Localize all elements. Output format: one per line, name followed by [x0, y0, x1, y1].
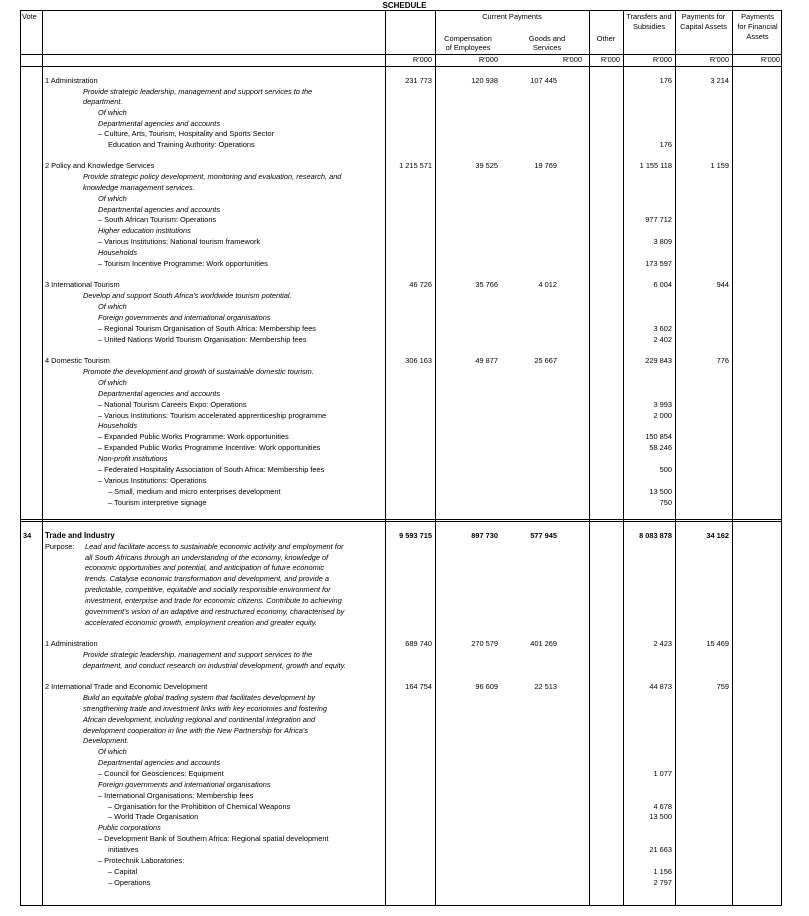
table-row — [21, 694, 783, 704]
table-row — [21, 586, 783, 596]
table-row — [21, 543, 783, 553]
row-description: – Culture, Arts, Tourism, Hospitality and Sports Sector — [98, 129, 275, 138]
transfers-header-line2: Subsidies — [632, 22, 666, 31]
capital-header-line1: Payments for — [681, 12, 726, 21]
row-description: Provide strategic leadership, management and support services to the — [83, 650, 313, 659]
cell-transfers: 1 155 118 — [639, 161, 672, 170]
table-row — [21, 770, 783, 780]
table-row — [21, 781, 783, 791]
table-row — [21, 868, 783, 878]
cell-capital-assets: 944 — [716, 280, 729, 289]
table-row — [21, 466, 783, 476]
cell-capital-assets: 15 469 — [706, 639, 729, 648]
row-description: – Regional Tourism Organisation of South Africa: Membership fees — [98, 324, 316, 333]
purpose-label: Purpose: — [45, 542, 75, 551]
vote-divider — [21, 519, 781, 522]
row-description: Of which — [98, 302, 127, 311]
row-description: government's vision of an adaptive and restructured economy, characterised by — [85, 607, 345, 616]
table-row — [21, 477, 783, 487]
cell-transfers: 4 678 — [653, 802, 672, 811]
cell-compensation: 96 609 — [475, 682, 498, 691]
row-description: – Various Institutions: Tourism accelerated apprenticeship programme — [98, 411, 327, 420]
row-description: strengthening trade and investment links with key economies and fostering — [83, 704, 328, 713]
row-description: – National Tourism Careers Expo: Operations — [98, 400, 247, 409]
row-description: Departmental agencies and accounts — [98, 389, 221, 398]
cell-transfers: 977 712 — [645, 215, 672, 224]
cell-total: 231 773 — [405, 76, 432, 85]
table-row — [21, 162, 783, 172]
table-row — [21, 879, 783, 889]
unit-label: R'000 — [652, 55, 672, 64]
table-row — [21, 433, 783, 443]
table-row — [21, 260, 783, 270]
table-row — [21, 716, 783, 726]
table-row — [21, 748, 783, 758]
table-row — [21, 564, 783, 574]
table-row — [21, 846, 783, 856]
row-description: Provide strategic policy development, monitoring and evaluation, research, and — [83, 172, 342, 181]
cell-transfers: 2 423 — [653, 639, 672, 648]
row-description: initiatives — [108, 845, 139, 854]
cell-goods-services: 107 445 — [530, 76, 557, 85]
table-row — [21, 303, 783, 313]
table-row — [21, 227, 783, 237]
cell-transfers: 21 663 — [649, 845, 672, 854]
cell-transfers: 500 — [659, 465, 672, 474]
cell-transfers: 176 — [659, 76, 672, 85]
table-row — [21, 792, 783, 802]
row-description: Non-profit institutions — [98, 454, 168, 463]
table-row — [21, 249, 783, 259]
row-description: Development. — [83, 736, 129, 745]
table-row — [21, 824, 783, 834]
cell-transfers: 2 402 — [653, 335, 672, 344]
row-description: – Organisation for the Prohibition of Chemical Weapons — [108, 802, 291, 811]
cell-goods-services: 577 945 — [530, 531, 557, 540]
cell-transfers: 3 809 — [653, 237, 672, 246]
compensation-header-line2: of Employees — [445, 43, 491, 52]
table-row — [21, 488, 783, 498]
transfers-header-line1: Transfers and — [626, 12, 672, 21]
row-description: Foreign governments and international organisations — [98, 780, 271, 789]
row-description: Of which — [98, 747, 127, 756]
goods-header-line2: Services — [532, 43, 562, 52]
row-description: all South Africans through an understanding of the economy, knowledge of — [85, 553, 329, 562]
row-description: Develop and support South Africa's worldwide tourism potential. — [83, 291, 292, 300]
cell-capital-assets: 3 214 — [710, 76, 729, 85]
row-description: African development, including regional and continental integration and — [83, 715, 316, 724]
cell-transfers: 2 797 — [653, 878, 672, 887]
row-description: Departmental agencies and accounts — [98, 119, 221, 128]
unit-label: R'000 — [600, 55, 620, 64]
cell-goods-services: 19 769 — [534, 161, 557, 170]
cell-capital-assets: 1 159 — [710, 161, 729, 170]
table-row — [21, 737, 783, 747]
table-row — [21, 727, 783, 737]
cell-capital-assets: 759 — [716, 682, 729, 691]
row-description: – Development Bank of Southern Africa: Regional spatial development — [98, 834, 329, 843]
cell-transfers: 3 602 — [653, 324, 672, 333]
row-description: Education and Training Authority: Operations — [108, 140, 255, 149]
row-description: economic opportunities and potential, and anticipation of future economic — [85, 563, 325, 572]
capital-header-line2: Capital Assets — [680, 22, 727, 31]
cell-transfers: 3 993 — [653, 400, 672, 409]
row-description: – Tourism interpretive signage — [108, 498, 207, 507]
table-row — [21, 130, 783, 140]
row-description: – Protechnik Laboratories: — [98, 856, 185, 865]
row-description: 2 International Trade and Economic Development — [45, 682, 208, 691]
cell-goods-services: 401 269 — [530, 639, 557, 648]
cell-compensation: 39 525 — [475, 161, 498, 170]
row-description: investment, enterprise and trade for economic citizens. Contribute to achieving — [85, 596, 342, 605]
cell-goods-services: 22 513 — [534, 682, 557, 691]
cell-transfers: 1 156 — [653, 867, 672, 876]
row-description: predictable, competitive, equitable and socially responsible environment for — [85, 585, 331, 594]
cell-total: 9 593 715 — [399, 531, 432, 540]
cell-transfers: 1 077 — [653, 769, 672, 778]
table-row — [21, 141, 783, 151]
cell-transfers: 229 843 — [645, 356, 672, 365]
table-row — [21, 173, 783, 183]
vote-header: Vote — [22, 12, 37, 21]
row-description: – South African Tourism: Operations — [98, 215, 217, 224]
row-description: Households — [98, 421, 138, 430]
cell-compensation: 270 579 — [471, 639, 498, 648]
row-description: Provide strategic leadership, management and support services to the — [83, 87, 313, 96]
current-payments-header: Current Payments — [482, 12, 542, 21]
cell-transfers: 750 — [659, 498, 672, 507]
row-description: Of which — [98, 378, 127, 387]
table-row — [21, 368, 783, 378]
cell-total: 689 740 — [405, 639, 432, 648]
table-row — [21, 77, 783, 87]
row-description: Households — [98, 248, 138, 257]
cell-total: 164 754 — [405, 682, 432, 691]
table-row — [21, 401, 783, 411]
table-row — [21, 597, 783, 607]
unit-label: R'000 — [709, 55, 729, 64]
row-description: knowledge management services. — [83, 183, 195, 192]
unit-label: R'000 — [478, 55, 498, 64]
cell-transfers: 173 597 — [645, 259, 672, 268]
schedule-table — [20, 10, 782, 906]
table-row — [21, 835, 783, 845]
vote-number: 34 — [23, 531, 32, 540]
cell-transfers: 150 854 — [645, 432, 672, 441]
row-description: Of which — [98, 194, 127, 203]
row-description: – Capital — [108, 867, 138, 876]
table-row — [21, 281, 783, 291]
table-row — [21, 98, 783, 108]
row-description: – World Trade Organisation — [108, 812, 199, 821]
cell-total: 1 215 571 — [399, 161, 432, 170]
row-description: Departmental agencies and accounts — [98, 758, 221, 767]
row-description: Lead and facilitate access to sustainable economic activity and employment for — [85, 542, 344, 551]
table-row — [21, 499, 783, 509]
table-row — [21, 532, 783, 542]
table-row — [21, 109, 783, 119]
row-description: Promote the development and growth of sustainable domestic tourism. — [83, 367, 314, 376]
table-row — [21, 444, 783, 454]
table-row — [21, 640, 783, 650]
row-description: Higher education institutions — [98, 226, 191, 235]
row-description: – Federated Hospitality Association of South Africa: Membership fees — [98, 465, 325, 474]
table-row — [21, 88, 783, 98]
row-description: Of which — [98, 108, 127, 117]
table-row — [21, 662, 783, 672]
row-description: – Expanded Public Works Programme: Work opportunities — [98, 432, 289, 441]
financial-header-line3: Assets — [746, 32, 769, 41]
goods-header-line1: Goods and — [528, 34, 566, 43]
table-row — [21, 184, 783, 194]
table-row — [21, 390, 783, 400]
table-row — [21, 325, 783, 335]
table-row — [21, 216, 783, 226]
table-row — [21, 238, 783, 248]
row-description: 3 International Tourism — [45, 280, 120, 289]
row-description: Public corporations — [98, 823, 161, 832]
table-row — [21, 357, 783, 367]
cell-capital-assets: 776 — [716, 356, 729, 365]
cell-total: 46 726 — [409, 280, 432, 289]
cell-goods-services: 25 667 — [534, 356, 557, 365]
other-header: Other — [596, 34, 616, 43]
row-description: 1 Administration — [45, 639, 98, 648]
cell-transfers: 176 — [659, 140, 672, 149]
cell-compensation: 120 938 — [471, 76, 498, 85]
row-description: department, and conduct research on industrial development, growth and equity. — [83, 661, 346, 670]
table-row — [21, 336, 783, 346]
cell-transfers: 58 246 — [649, 443, 672, 452]
table-row — [21, 651, 783, 661]
unit-label: R'000 — [760, 55, 780, 64]
cell-compensation: 49 877 — [475, 356, 498, 365]
table-row — [21, 813, 783, 823]
cell-total: 306 163 — [405, 356, 432, 365]
cell-compensation: 35 766 — [475, 280, 498, 289]
row-description: – Small, medium and micro enterprises development — [108, 487, 281, 496]
table-row — [21, 575, 783, 585]
table-row — [21, 705, 783, 715]
cell-transfers: 13 500 — [649, 812, 672, 821]
row-description: Build an equitable global trading system that facilitates development by — [83, 693, 316, 702]
financial-header-line2: for Financial — [737, 22, 778, 31]
row-description: Departmental agencies and accounts — [98, 205, 221, 214]
cell-transfers: 2 000 — [653, 411, 672, 420]
row-description: – Various Institutions: National tourism framework — [98, 237, 261, 246]
table-row — [21, 759, 783, 769]
table-row — [21, 314, 783, 324]
table-row — [21, 379, 783, 389]
row-description: – Council for Geosciences: Equipment — [98, 769, 224, 778]
row-description: 2 Policy and Knowledge Services — [45, 161, 155, 170]
financial-header-line1: Payments — [741, 12, 774, 21]
row-description: – Tourism Incentive Programme: Work opportunities — [98, 259, 268, 268]
unit-label: R'000 — [562, 55, 582, 64]
cell-transfers: 6 004 — [653, 280, 672, 289]
page-title: SCHEDULE — [382, 1, 427, 10]
table-row — [21, 683, 783, 693]
cell-transfers: 13 500 — [649, 487, 672, 496]
table-row — [21, 292, 783, 302]
cell-goods-services: 4 012 — [538, 280, 557, 289]
row-description: department. — [83, 97, 123, 106]
row-description: – United Nations World Tourism Organisation: Membership fees — [98, 335, 307, 344]
row-description: accelerated economic growth, employment creation and greater equity. — [85, 618, 317, 627]
unit-divider — [21, 66, 781, 67]
table-row — [21, 608, 783, 618]
row-description: – Expanded Public Works Programme Incentive: Work opportunities — [98, 443, 321, 452]
table-row — [21, 619, 783, 629]
table-row — [21, 857, 783, 867]
row-description: 1 Administration — [45, 76, 98, 85]
unit-label: R'000 — [412, 55, 432, 64]
table-row — [21, 422, 783, 432]
table-row — [21, 455, 783, 465]
row-description: – Operations — [108, 878, 151, 887]
row-description: development cooperation in line with the New Partnership for Africa's — [83, 726, 309, 735]
cell-compensation: 897 730 — [471, 531, 498, 540]
cell-transfers: 8 083 878 — [639, 531, 672, 540]
row-description: 4 Domestic Tourism — [45, 356, 110, 365]
row-description: Trade and Industry — [45, 531, 115, 540]
row-description: – International Organisations: Membership fees — [98, 791, 254, 800]
row-description: – Various Institutions: Operations — [98, 476, 207, 485]
row-description: trends. Catalyse economic transformation and development, and provide a — [85, 574, 330, 583]
cell-transfers: 44 873 — [649, 682, 672, 691]
compensation-header-line1: Compensation — [444, 34, 492, 43]
row-description: Foreign governments and international organisations — [98, 313, 271, 322]
table-row — [21, 195, 783, 205]
cell-capital-assets: 34 162 — [706, 531, 729, 540]
